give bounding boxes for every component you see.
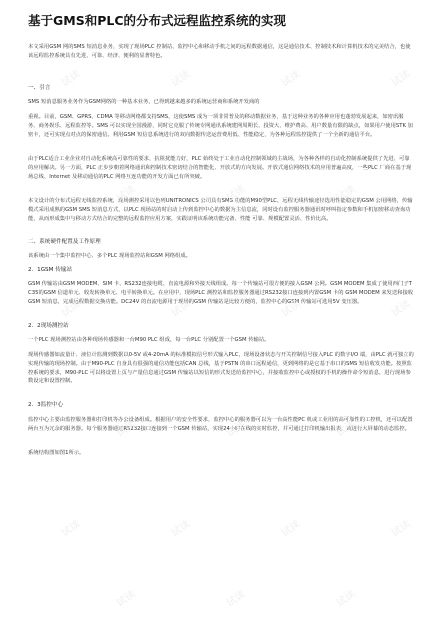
paragraph-system-design: 本文设计的分布式远程无线监控系统，现场测控采用以色列UNITRONICS 公司具有SMS 功能的M90型PLC，远程无线传输途径选用性能稳定的GSM 公用网络，传输模式采用成熟的GSM SMS 短消息方式，以PLC 现场站的时启动上传到监控中心的数据为主信息流，同时设有监控服务器通讯时呼叫指定参数和手机加密移动查询功能，从而形成集中与移动方式结合的完整的远程监控应用方案，实践证明该系统功能完备、性能 可靠、规模配置灵活、性价比高。 xyxy=(28,198,413,222)
paragraph-sms-intro: SMS 短消息服务业务作为GSM网络的一种基本业务，已得到越来越多的系统运营商和系统开发商的 xyxy=(28,99,260,105)
watermark: 试读 xyxy=(389,518,413,540)
watermark: 试读 xyxy=(114,418,138,440)
watermark: 试读 xyxy=(59,68,83,90)
paragraph-monitoring-center: 监控中心主要由监控服务器和打印机等办公设备组成。根据用户的安全性要求，监控中心的服务器可以为一台高性能PC 机或工业用的高可靠性的工控机，还可以配置两台互为冗余的服务器。每个服务器通过RS232接口连接到一个GSM 传输站，实现24小时在线的实时监控，并可通过打印机输出报表，或进行大屏幕的动态监控。 xyxy=(28,417,413,432)
section-heading-2: 二、系统硬件配置及工作原理 xyxy=(28,239,101,245)
subsection-heading-2-3: 2．3监控中心 xyxy=(28,402,64,408)
watermark: 试读 xyxy=(224,418,248,440)
paragraph-sms-networks: 重视。目前，GSM、GPRS、CDMA 等移动网络都支持SMS，这使SMS 成为一项非常普及的移动数据业务，基于这种业务的各种应用也蓬勃发展起来，如密讯服务、商务娱乐、远程监控等。SMS 可以实现全国漫游，同时它克服了传统专网通讯系统建网周期长、投资大、维护费高、用户数量有限的缺点，如果用户使用STK 加密卡，还可实现点对点的保密通信。利用GSM 短信息系统进行的双向数据传送运营费用低、性能稳定，为各种远程监控提供了一个全新的通信平台。 xyxy=(28,114,413,138)
watermark: 试读 xyxy=(114,183,138,205)
watermark: 试读 xyxy=(169,518,193,540)
subsection-heading-2-2: 2．2现场测控站 xyxy=(28,323,69,329)
paragraph-system-composition: 该系统由一个集中监控中心、多个PLC 现场监控站和GSM 网络组成。 xyxy=(28,253,191,259)
paragraph-figure-ref: 系统结构图如图1所示。 xyxy=(28,450,85,456)
watermark: 试读 xyxy=(389,68,413,90)
watermark: 试读 xyxy=(114,588,138,610)
paragraph-plc: 由于PLC适合工业企业对自动化系统高可靠性的要求，抗阻扰能力好，PLC 始终处于工业自动化控制领域的主战场，为各种各样的自动化控制系统提供了先进、可靠的应用解决。另一方面，PLC 正步步朝着网络通讯和控制技术密切结合的智能化、开放式的方向发展。开放式通信网络技术的应用普遍高度，一些PLC 厂商在基于现场总线、Internet 及移动通信的PLC 网络互连功能的开发方面已有所突破。 xyxy=(28,156,412,180)
subsection-heading-2-1: 2．1GSM 传输站 xyxy=(28,267,72,273)
watermark: 试读 xyxy=(334,183,358,205)
watermark: 试读 xyxy=(389,298,413,320)
intro-paragraph: 本文采用GSM 网的SMS 短消息业务，实现了现场PLC 控制站、监控中心和移动手机之间的远程数据通信，这是通信技术、控制技术和计算机技术的完美结合，也使该远程监控系统具有先进、可靠、经济、便利的显著特色。 xyxy=(28,44,411,59)
watermark: 试读 xyxy=(334,418,358,440)
paragraph-gsm-station: GSM 传输站由GSM MODEM、SIM 卡、RS232连接电缆、直流电源和外接天线组成。每一个传输站可很方便的接入GSM 公网。GSM MODEM 集成了使用西门子TC35的GSM 信道单元、收发转换单元、电平转换单元。在应用中，现场PLC 测控站和监控服务器通过RS232接口连接到内置GSM 卡的 GSM MODEM 来发送和接收GSM 短消息，完成远程数据交换功能。DC24V 的直流电源用于现场的GSM 传输站是比较方便的，监控中心的GSM 传输站可选用5V 变压器。 xyxy=(28,281,414,305)
watermark: 试读 xyxy=(59,518,83,540)
watermark: 试读 xyxy=(224,588,248,610)
watermark: 试读 xyxy=(169,298,193,320)
section-heading-1: 一、引言 xyxy=(28,85,51,91)
document-title: 基于GMS和PLC的分布式远程监控系统的实现 xyxy=(28,13,287,28)
paragraph-field-station: 一个PLC 现场测控站由各种现场传感器和一台M90 PLC 组成，每一台PLC 分别配置一个GSM 传输站。 xyxy=(28,337,270,343)
watermark: 试读 xyxy=(59,298,83,320)
watermark: 试读 xyxy=(169,68,193,90)
paragraph-sensors: 现场传感器如流量计、液位计监测到数据以0-5V 或4-20mA 的标准模拟信号形式输入PLC，现场设备状态与开关控制信号接入PLC 的数字I/O 端，由PLC 就可独立的实现传输的现场控制。由于M90-PLC 自身具有很强的通信功能包括CAN 总线，基于PSTN 的串口远程通信，更到网络的是它基于串口的SMS 短信收发功能。按照监控系统的要求，M90-PLC 可以将设置上页与产量信息通过GSM 传输站以短信的形式发送给监控中心，并接收监控中心或授权的手机的操作命令短消息，进行现场参数设定和设置控制。 xyxy=(28,352,414,385)
watermark: 试读 xyxy=(279,68,303,90)
watermark: 试读 xyxy=(279,298,303,320)
watermark: 试读 xyxy=(224,183,248,205)
watermark: 试读 xyxy=(334,588,358,610)
watermark: 试读 xyxy=(279,518,303,540)
